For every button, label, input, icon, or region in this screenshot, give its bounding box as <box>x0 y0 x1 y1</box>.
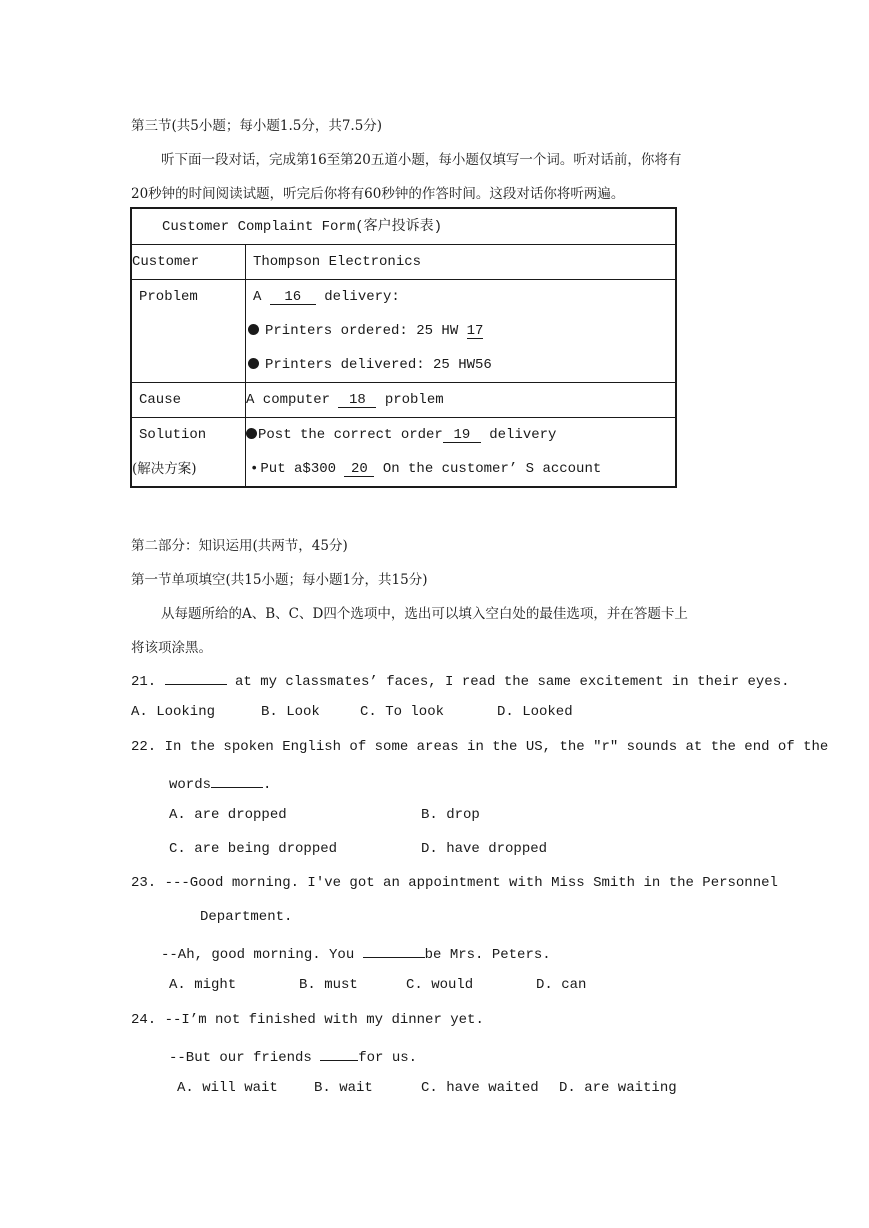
question-24-option-c: C. have waited <box>421 1080 539 1096</box>
question-21-text: at my classmates’ faces, I read the same excitement in their eyes. <box>226 674 790 690</box>
question-23-option-c: C. would <box>406 977 474 993</box>
customer-value: Thompson Electronics <box>253 254 422 270</box>
blank-20: 20 <box>344 462 374 477</box>
printers-ordered-text: Printers ordered: 25 HW <box>265 323 467 339</box>
answer-blank <box>320 1046 358 1061</box>
blank-18: 18 <box>338 393 376 408</box>
question-24-option-b: B. wait <box>314 1080 373 1096</box>
question-24-reply <box>169 1046 417 1066</box>
cause-pre: A computer <box>246 392 339 408</box>
cause-line <box>246 383 675 417</box>
question-21-number: 21. <box>131 674 165 690</box>
question-21-option-a: A. Looking <box>131 704 216 720</box>
question-23-reply-post: be Mrs. Peters. <box>424 947 551 963</box>
question-24-option-d: D. are waiting <box>559 1080 677 1096</box>
bullet-icon <box>248 324 259 335</box>
problem-line1-post: delivery: <box>315 289 400 305</box>
cause-label: Cause <box>139 392 182 408</box>
solution-line1 <box>246 418 675 452</box>
question-21-option-c: C. To look <box>360 704 445 720</box>
question-24-reply-pre: --But our friends <box>169 1050 321 1066</box>
question-24-reply-post: for us. <box>358 1050 418 1066</box>
question-23-reply-pre: --Ah, good morning. You <box>161 947 363 963</box>
solution-value-cell <box>246 418 677 488</box>
printers-ordered-line <box>246 314 675 348</box>
solution-label-cell <box>131 418 246 488</box>
customer-value-cell <box>246 245 677 280</box>
problem-label-cell <box>131 280 246 383</box>
small-dot-icon: • <box>250 461 259 477</box>
cause-label-cell <box>131 383 246 418</box>
question-23-option-a: A. might <box>169 977 237 993</box>
section3-heading: 第三节(共5小题；每小题1.5分，共7.5分) <box>131 118 383 134</box>
printers-delivered-text: Printers delivered: 25 HW56 <box>265 357 492 373</box>
solution-label-cn: (解决方案) <box>132 461 197 477</box>
question-22-period: . <box>263 777 272 793</box>
question-22-option-a: A. are dropped <box>169 807 287 823</box>
cause-post: problem <box>376 392 444 408</box>
question-23-stem-line1: 23. ---Good morning. I've got an appointment with Miss Smith in the Personnel <box>131 875 778 891</box>
section1-heading: 第一节单项填空(共15小题；每小题1分，共15分) <box>131 572 428 588</box>
problem-line1-pre: A <box>253 289 270 305</box>
question-23-option-b: B. must <box>299 977 358 993</box>
question-24-stem-line1: 24. --I’m not finished with my dinner yet. <box>131 1012 484 1028</box>
solution-label: Solution <box>139 427 207 443</box>
question-24-option-a: A. will wait <box>177 1080 278 1096</box>
section3-instruction-line1: 听下面一段对话，完成第16至第20五道小题，每小题仅填写一个词。听对话前，你将有 <box>161 152 682 168</box>
question-21-option-b: B. Look <box>261 704 320 720</box>
answer-blank <box>165 670 227 685</box>
answer-blank <box>211 773 263 788</box>
problem-value-cell <box>246 280 677 383</box>
question-22-stem-line2 <box>169 773 271 793</box>
customer-label-cell <box>131 245 246 280</box>
bullet-icon <box>246 428 257 439</box>
solution1-pre: Post the correct order <box>258 427 443 443</box>
question-21-option-d: D. Looked <box>497 704 573 720</box>
question-23-stem-line2: Department. <box>200 909 293 925</box>
solution-line2 <box>246 452 675 486</box>
question-23-option-d: D. can <box>536 977 587 993</box>
problem-label: Problem <box>139 289 198 305</box>
question-22-text: words <box>169 777 212 793</box>
part2-instruction-line1: 从每题所给的A、B、C、D四个选项中，选出可以填入空白处的最佳选项，并在答题卡上 <box>161 606 688 622</box>
question-22-stem-line1: 22. In the spoken English of some areas in the US, the "r" sounds at the end of the <box>131 739 829 755</box>
question-21-stem <box>131 670 790 690</box>
question-22-option-c: C. are being dropped <box>169 841 338 857</box>
form-title-cell <box>131 208 676 245</box>
blank-17: 17 <box>466 323 484 339</box>
question-22-option-b: B. drop <box>421 807 480 823</box>
solution2-post: On the customer’ S account <box>374 461 602 477</box>
blank-19: 19 <box>443 428 481 443</box>
question-22-option-d: D. have dropped <box>421 841 548 857</box>
part2-heading: 第二部分：知识运用(共两节，45分) <box>131 538 348 554</box>
solution1-post: delivery <box>480 427 557 443</box>
part2-instruction-line2: 将该项涂黑。 <box>131 640 212 656</box>
section3-instruction-line2: 20秒钟的时间阅读试题，听完后你将有60秒钟的作答时间。这段对话你将听两遍。 <box>131 186 625 202</box>
bullet-icon <box>248 358 259 369</box>
complaint-form-table <box>130 207 677 488</box>
blank-16: 16 <box>270 290 316 305</box>
customer-label: Customer <box>132 254 200 270</box>
solution2-pre: Put a$300 <box>260 461 345 477</box>
printers-delivered-line <box>246 348 675 382</box>
form-title: Customer Complaint Form(客户投诉表) <box>162 219 443 235</box>
answer-blank <box>363 943 425 958</box>
problem-line1 <box>246 280 675 314</box>
cause-value-cell <box>246 383 677 418</box>
question-23-reply <box>161 943 551 963</box>
